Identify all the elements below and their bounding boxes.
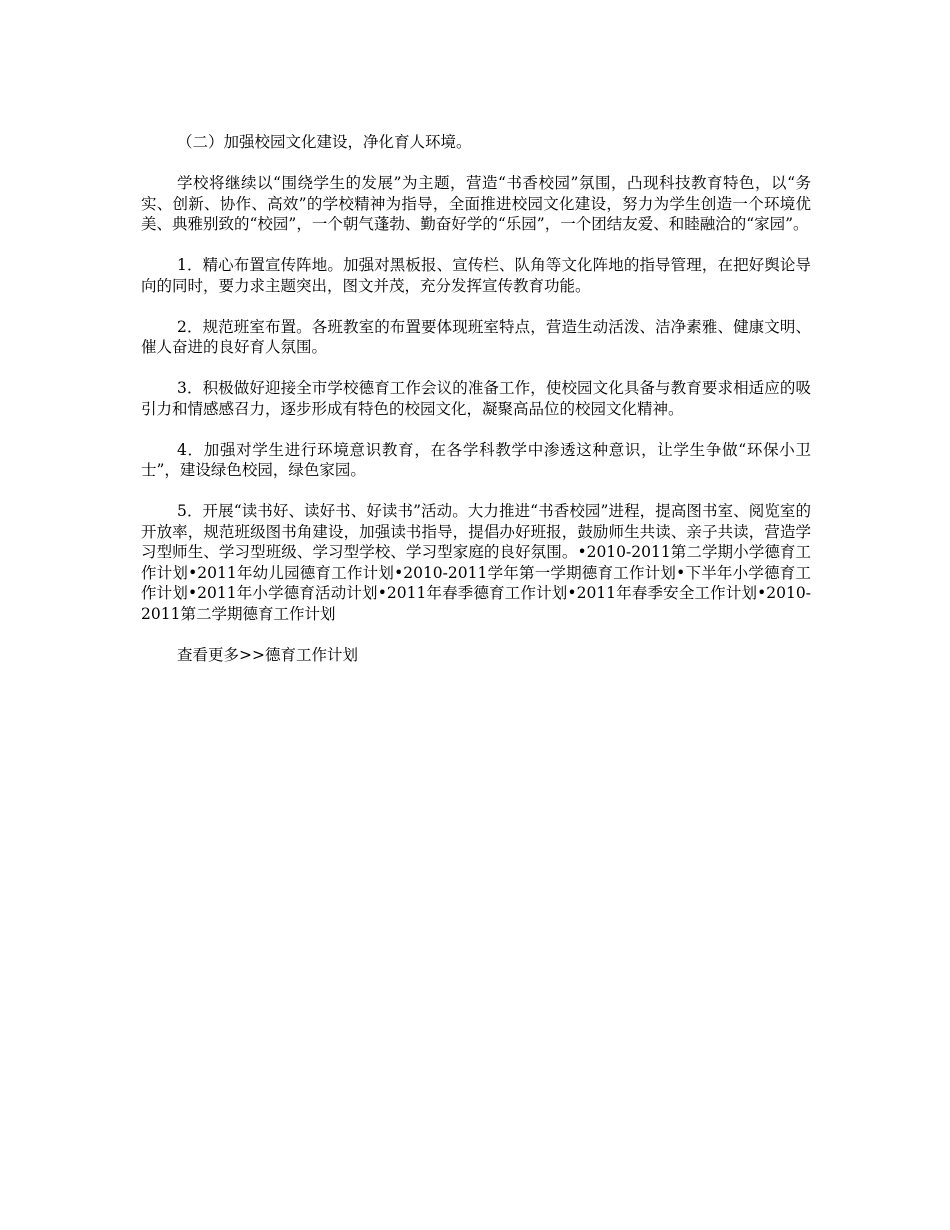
document-body — [141, 132, 811, 665]
section-heading: （二）加强校园文化建设，净化育人环境。 — [177, 133, 472, 151]
intro-paragraph: 学校将继续以“围绕学生的发展”为主题，营造“书香校园”氛围，凸现科技教育特色，以“务实、创新、协作、高效”的学校精神为指导，全面推进校园文化建设，努力为学生创造一个环境优美、典雅别致的“校园”，一个朝气蓬勃、勤奋好学的“乐园”，一个团结友爱、和睦融洽的“家园”。 — [141, 174, 811, 233]
item-1-paragraph: 1．精心布置宣传阵地。加强对黑板报、宣传栏、队角等文化阵地的指导管理，在把好舆论导向的同时，要力求主题突出，图文并茂，充分发挥宣传教育功能。 — [141, 256, 811, 295]
item-4-paragraph: 4．加强对学生进行环境意识教育，在各学科教学中渗透这种意识，让学生争做“环保小卫士”，建设绿色校园，绿色家园。 — [141, 440, 811, 479]
item-3-paragraph: 3．积极做好迎接全市学校德育工作会议的准备工作，使校园文化具备与教育要求相适应的吸引力和情感感召力，逐步形成有特色的校园文化，凝聚高品位的校园文化精神。 — [141, 379, 811, 418]
item-2-paragraph: 2．规范班室布置。各班教室的布置要体现班室特点，营造生动活泼、洁净素雅、健康文明、催人奋进的良好育人氛围。 — [141, 317, 811, 356]
view-more-link[interactable]: 查看更多>>德育工作计划 — [177, 645, 358, 664]
item-5-paragraph: 5．开展“读书好、读好书、好读书”活动。大力推进“书香校园”进程，提高图书室、阅览室的开放率，规范班级图书角建设，加强读书指导，提倡办好班报，鼓励师生共读、亲子共读，营造学习型师生、学习型班级、学习型学校、学习型家庭的良好氛围。•2010-2011第二学期小学德育工作计划•2011年幼儿园德育工作计划•2010-2011学年第一学期德育工作计划•下半年小学德育工作计划•2011年小学德育活动计划•2011年春季德育工作计划•2011年春季安全工作计划•2010-2011第二学期德育工作计划 — [141, 502, 811, 623]
